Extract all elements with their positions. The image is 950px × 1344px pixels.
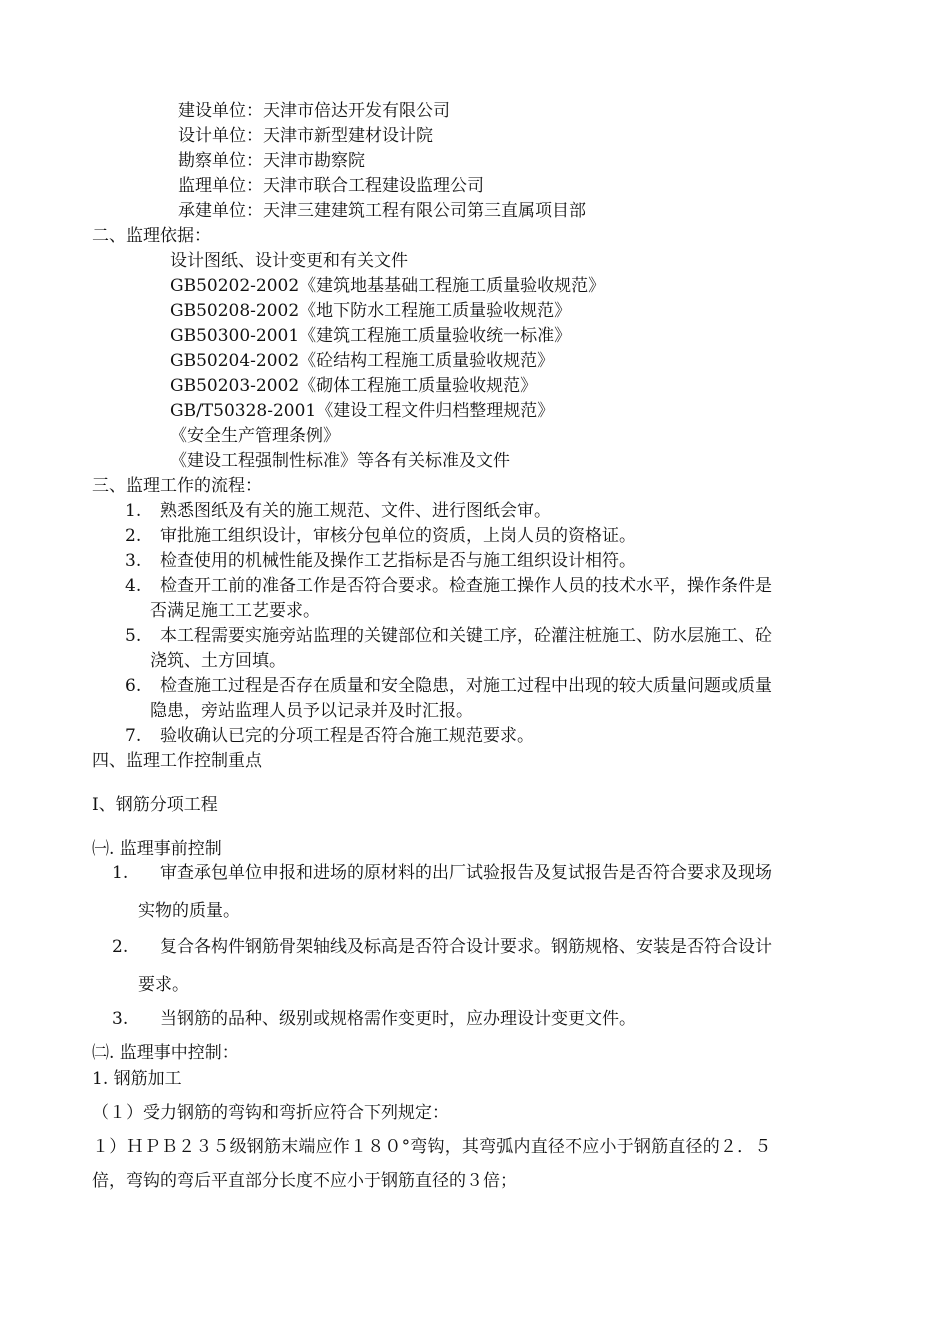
basis-item: GB50300-2001《建筑工程施工质量验收统一标准》: [170, 326, 572, 346]
process-item-text: 审批施工组织设计，审核分包单位的资质，上岗人员的资格证。: [160, 526, 636, 546]
pre-control-heading: ㈠. 监理事前控制: [92, 839, 222, 859]
process-item-number: 1.: [125, 501, 142, 521]
design-unit: 设计单位：天津市新型建材设计院: [178, 126, 433, 146]
process-item-text: 检查使用的机械性能及操作工艺指标是否与施工组织设计相符。: [160, 551, 636, 571]
process-item-text: 本工程需要实施旁站监理的关键部位和关键工序，砼灌注桩施工、防水层施工、砼: [160, 626, 772, 646]
process-item-number: 5.: [125, 626, 142, 646]
supervision-unit: 监理单位：天津市联合工程建设监理公司: [178, 176, 484, 196]
basis-item: 设计图纸、设计变更和有关文件: [170, 251, 408, 271]
rebar-processing-heading: 1. 钢筋加工: [92, 1069, 182, 1089]
section-2-heading: 二、监理依据：: [92, 226, 211, 246]
basis-item: GB50202-2002《建筑地基基础工程施工质量验收规范》: [170, 276, 606, 296]
process-item-text-cont: 浇筑、土方回填。: [150, 651, 286, 671]
basis-item: GB50208-2002《地下防水工程施工质量验收规范》: [170, 301, 572, 321]
process-item-number: 4.: [125, 576, 142, 596]
construction-unit: 建设单位：天津市倍达开发有限公司: [178, 101, 450, 121]
process-item-text: 检查开工前的准备工作是否符合要求。检查施工操作人员的技术水平，操作条件是: [160, 576, 772, 596]
process-item-text: 验收确认已完的分项工程是否符合施工规范要求。: [160, 726, 534, 746]
rebar-hook-rule-1-cont: 倍，弯钩的弯后平直部分长度不应小于钢筋直径的３倍；: [92, 1171, 517, 1191]
basis-item: GB50203-2002《砌体工程施工质量验收规范》: [170, 376, 538, 396]
pre-item-number: 3.: [112, 1009, 129, 1029]
basis-item: GB50204-2002《砼结构工程施工质量验收规范》: [170, 351, 555, 371]
pre-item-text-cont: 要求。: [138, 975, 189, 995]
pre-item-text: 当钢筋的品种、级别或规格需作变更时，应办理设计变更文件。: [160, 1009, 636, 1029]
basis-item: 《安全生产管理条例》: [170, 426, 340, 446]
process-item-text-cont: 否满足施工工艺要求。: [150, 601, 320, 621]
pre-item-number: 2.: [112, 937, 129, 957]
pre-item-text: 复合各构件钢筋骨架轴线及标高是否符合设计要求。钢筋规格、安装是否符合设计: [160, 937, 772, 957]
pre-item-number: 1.: [112, 863, 129, 883]
section-3-heading: 三、监理工作的流程：: [92, 476, 262, 496]
pre-item-text: 审查承包单位申报和进场的原材料的出厂试验报告及复试报告是否符合要求及现场: [160, 863, 772, 883]
mid-control-heading: ㈡. 监理事中控制：: [92, 1043, 239, 1063]
pre-item-text-cont: 实物的质量。: [138, 901, 240, 921]
section-4-heading: 四、监理工作控制重点: [92, 751, 262, 771]
process-item-number: 2.: [125, 526, 142, 546]
basis-item: 《建设工程强制性标准》等各有关标准及文件: [170, 451, 510, 471]
process-item-number: 6.: [125, 676, 142, 696]
basis-item: GB/T50328-2001《建设工程文件归档整理规范》: [170, 401, 555, 421]
process-item-number: 3.: [125, 551, 142, 571]
survey-unit: 勘察单位：天津市勘察院: [178, 151, 365, 171]
contractor-unit: 承建单位：天津三建建筑工程有限公司第三直属项目部: [178, 201, 586, 221]
process-item-text-cont: 隐患，旁站监理人员予以记录并及时汇报。: [150, 701, 473, 721]
subsection-rebar-heading: Ⅰ、钢筋分项工程: [92, 795, 218, 815]
process-item-text: 熟悉图纸及有关的施工规范、文件、进行图纸会审。: [160, 501, 551, 521]
process-item-text: 检查施工过程是否存在质量和安全隐患，对施工过程中出现的较大质量问题或质量: [160, 676, 772, 696]
rebar-hook-rule-1: １）ＨＰＢ２３５级钢筋末端应作１８０°弯钩，其弯弧内直径不应小于钢筋直径的２．５: [92, 1137, 772, 1157]
process-item-number: 7.: [125, 726, 142, 746]
rebar-hook-rule-heading: （１）受力钢筋的弯钩和弯折应符合下列规定：: [92, 1103, 449, 1123]
